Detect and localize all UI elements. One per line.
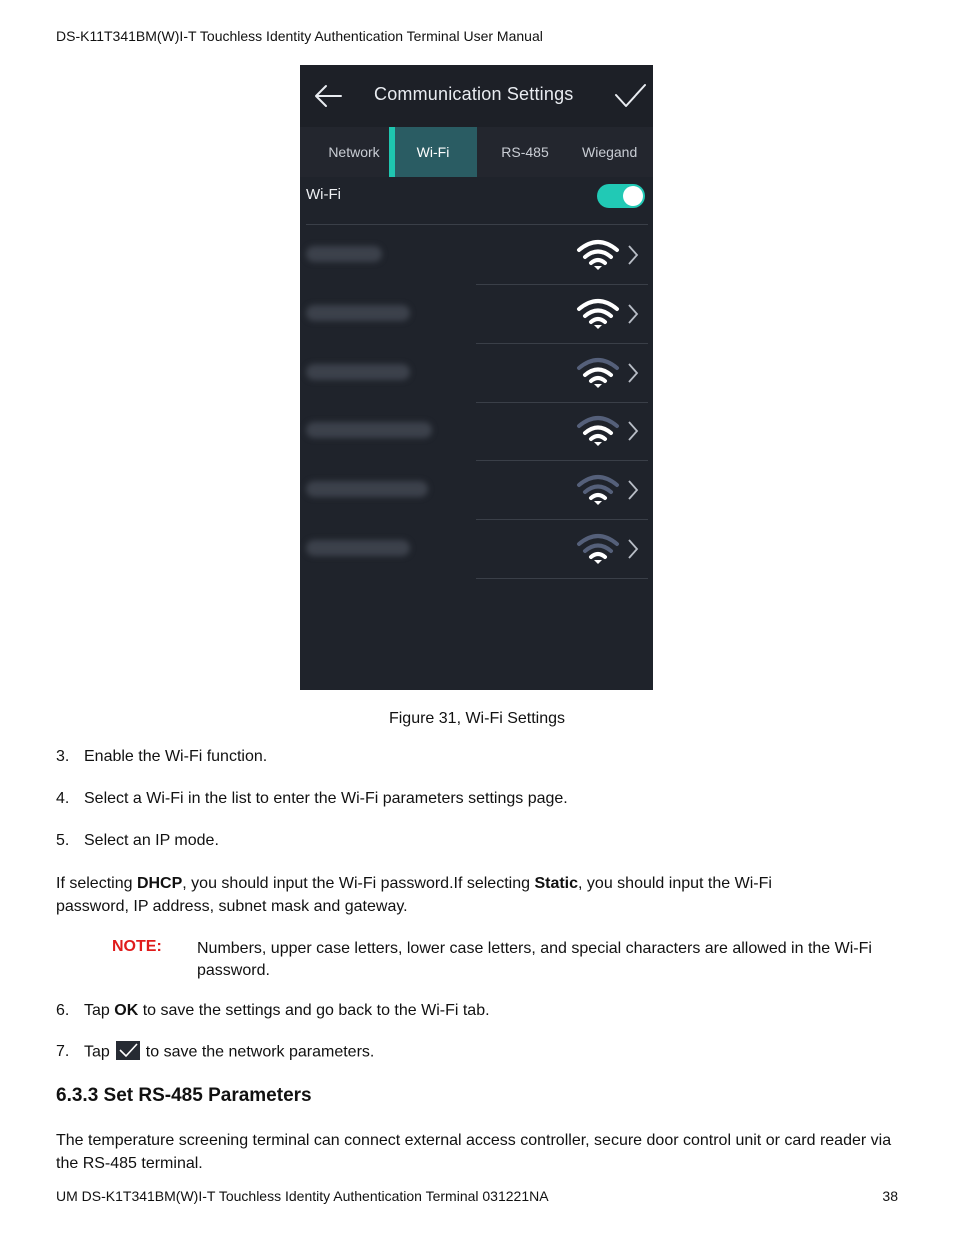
section-heading: 6.3.3 Set RS-485 Parameters [56,1085,312,1106]
step-text [84,1043,374,1062]
note-text: Numbers, upper case letters, lower case letters, and special characters are allowed in the Wi-Fi password. [197,940,872,979]
wifi-toggle[interactable] [597,184,645,208]
toggle-knob [623,186,643,206]
text: to save the network parameters. [145,1043,375,1061]
step-number: 7. [56,1043,70,1060]
text: , you should input the Wi-Fi password, IP address, subnet mask and gateway. [56,875,772,915]
wifi-network-item[interactable] [300,402,653,461]
divider [476,578,648,579]
step-text: Enable the Wi-Fi function. [84,748,268,765]
checkmark-icon[interactable] [613,81,647,111]
bold-text: Static [534,875,579,892]
tab-network[interactable]: Network [328,144,380,160]
figure-caption: Figure 31, Wi-Fi Settings [388,710,566,727]
network-name-redacted [306,422,432,438]
bold-text: OK [114,1002,139,1019]
page-number: 38 [882,1188,898,1204]
network-name-redacted [306,481,428,497]
device-screenshot [300,65,653,690]
wifi-network-item[interactable] [300,520,653,579]
step-text [84,1002,490,1020]
chevron-right-icon [626,244,640,266]
step-text: Select a Wi-Fi in the list to enter the Wi-Fi parameters settings page. [84,790,568,807]
page-footer: UM DS-K1T341BM(W)I-T Touchless Identity Authentication Terminal 031221NA [56,1188,549,1204]
wifi-signal-icon [576,356,620,390]
text: If selecting [56,875,137,892]
bold-text: DHCP [136,875,183,892]
text: Tap [84,1043,110,1061]
wifi-label: Wi-Fi [306,186,341,203]
wifi-network-item[interactable] [300,344,653,403]
back-arrow-icon[interactable] [312,81,344,111]
step-number: 4. [56,790,70,807]
divider [306,224,648,225]
active-tab-indicator [389,127,395,177]
wifi-signal-icon [576,297,620,331]
wifi-network-item[interactable] [300,226,653,285]
wifi-signal-icon [576,414,620,448]
step-number: 6. [56,1002,70,1019]
tab-wifi[interactable]: Wi-Fi [389,127,477,177]
tab-wiegand[interactable]: Wiegand [582,144,638,160]
wifi-signal-icon [576,532,620,566]
network-name-redacted [306,540,410,556]
checkmark-icon [116,1041,140,1060]
chevron-right-icon [626,362,640,384]
wifi-toggle-row [300,177,653,225]
network-name-redacted [306,246,382,262]
tab-rs485[interactable]: RS-485 [501,144,549,160]
device-title: Communication Settings [374,84,574,104]
wifi-signal-icon [576,238,620,272]
wifi-network-item[interactable] [300,461,653,520]
step-text: Select an IP mode. [84,832,219,849]
wifi-network-item[interactable] [300,285,653,344]
step-number: 5. [56,832,70,849]
text: to save the settings and go back to the Wi-Fi tab. [138,1002,490,1019]
page-header: DS-K11T341BM(W)I-T Touchless Identity Authentication Terminal User Manual [56,28,543,44]
ip-mode-paragraph [56,872,846,918]
text: Tap [84,1002,115,1019]
network-name-redacted [306,305,410,321]
text: , you should input the Wi-Fi password.If selecting [182,875,535,892]
note-label: NOTE: [112,938,162,955]
chevron-right-icon [626,420,640,442]
wifi-signal-icon [576,473,620,507]
chevron-right-icon [626,538,640,560]
step-number: 3. [56,748,70,765]
network-name-redacted [306,364,410,380]
device-top-bar [300,65,653,127]
tab-bar [300,127,653,177]
chevron-right-icon [626,479,640,501]
chevron-right-icon [626,303,640,325]
rs485-paragraph: The temperature screening terminal can connect external access controller, secure door control unit or card reader via the RS-485 terminal. [56,1132,892,1172]
